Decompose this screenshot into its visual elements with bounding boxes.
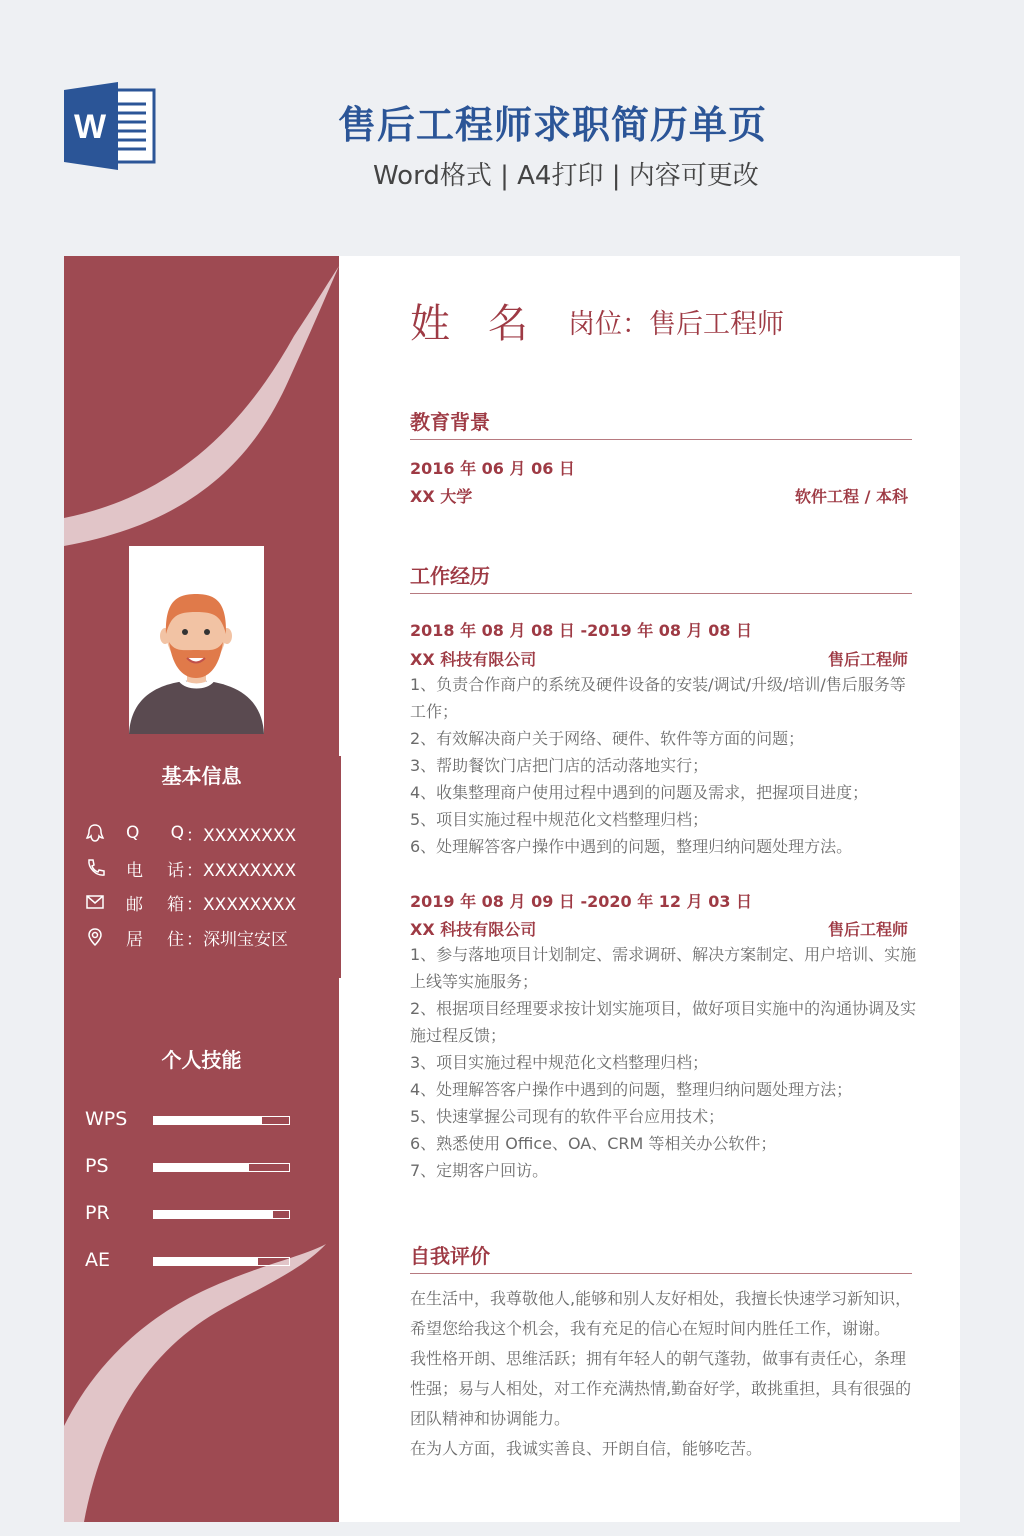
phone-icon [84,857,106,879]
info-label: Q Q [126,823,184,843]
edu-date: 2016 年 06 月 06 日 [410,459,575,478]
skill-bar [153,1210,290,1219]
info-location [84,925,288,949]
info-mail [84,890,296,914]
duty-item: 2、有效解决商户关于网络、硬件、软件等方面的问题； [410,729,805,748]
job-date: 2019 年 08 月 09 日 -2020 年 12 月 03 日 [410,892,753,911]
skill-name: PR [85,1202,110,1224]
info-value-phone: ：XXXXXXXX [186,860,297,881]
duty-item: 1、参与落地项目计划制定、需求调研、解决方案制定、用户培训、实施上线等实施服务； [410,945,917,991]
skill-wps [85,1108,335,1132]
skill-bar [153,1257,290,1266]
duty-item: 7、定期客户回访。 [410,1161,549,1180]
skill-name: AE [85,1249,111,1271]
skill-bar [153,1163,290,1172]
page-title: 售后工程师求职简历单页 [338,103,768,147]
job-company: XX 科技有限公司 [410,650,537,669]
job-role: 售后工程师 [827,920,908,939]
job-row [410,917,908,940]
edu-row [410,484,908,507]
job-duties [410,671,920,860]
duty-item: 6、熟悉使用 Office、OA、CRM 等相关办公软件； [410,1134,777,1153]
skill-bar-fill [154,1117,262,1124]
info-value-qq: ：XXXXXXXX [186,825,297,846]
edu-major: 软件工程 / 本科 [795,487,908,506]
skill-bar-fill [154,1164,249,1171]
info-value-mail: ：XXXXXXXX [186,894,297,915]
duty-item: 6、处理解答客户操作中遇到的问题，整理归纳问题处理方法。 [410,837,853,856]
eval-paragraph: 我性格开朗、思维活跃；拥有年轻人的朝气蓬勃，做事有责任心，条理性强；易与人相处，对工作充满热情,勤奋好学，敢挑重担，具有很强的团队精神和协调能力。 [410,1349,912,1428]
sidebar [64,256,339,1522]
basic-info-title: 基本信息 [161,764,242,788]
avatar-illustration [129,546,264,734]
svg-text:W: W [73,108,107,146]
info-phone [84,856,296,880]
eval-paragraph: 在生活中，我尊敬他人,能够和别人友好相处，我擅长快速学习新知识，希望您给我这个机会，我有充足的信心在短时间内胜任工作，谢谢。 [410,1289,912,1338]
skill-name: PS [85,1155,109,1177]
job-duties [410,941,920,1184]
info-label: 邮 箱 [126,894,184,915]
location-icon [84,926,106,948]
eval-paragraph: 在为人方面，我诚实善良、开朗自信，能够吃苦。 [410,1439,763,1458]
job-role: 售后工程师 [827,650,908,669]
skill-ps [85,1155,335,1179]
candidate-name: 姓名 [410,301,566,347]
qq-icon [84,822,106,844]
skill-name: WPS [85,1108,128,1130]
skill-bar-fill [154,1258,258,1265]
mail-icon [84,891,106,913]
skill-bar-fill [154,1211,273,1218]
skill-pr [85,1202,335,1226]
info-value-location: ：深圳宝安区 [186,929,288,950]
resume-page [64,256,960,1522]
header [0,0,1024,240]
edu-school: XX 大学 [410,487,473,506]
duty-item: 2、根据项目经理要求按计划实施项目，做好项目实施中的沟通协调及实施过程反馈； [410,999,917,1045]
duty-item: 5、项目实施过程中规范化文档整理归档； [410,810,709,829]
candidate-post: 岗位：售后工程师 [568,309,784,340]
job-row [410,647,908,670]
job-company: XX 科技有限公司 [410,920,537,939]
avatar [129,546,264,734]
self-evaluation-text [410,1284,920,1464]
skills-title: 个人技能 [161,1048,242,1072]
info-qq [84,821,296,845]
skill-ae [85,1249,335,1273]
section-education: 教育背景 [410,406,912,440]
section-self-evaluation: 自我评价 [410,1240,912,1274]
word-icon [64,80,156,172]
skill-bar [153,1116,290,1125]
duty-item: 4、收集整理商户使用过程中遇到的问题及需求，把握项目进度； [410,783,869,802]
duty-item: 1、负责合作商户的系统及硬件设备的安装/调试/升级/培训/售后服务等工作； [410,675,906,721]
duty-item: 3、帮助餐饮门店把门店的活动落地实行； [410,756,709,775]
section-work: 工作经历 [410,560,912,594]
job-date: 2018 年 08 月 08 日 -2019 年 08 月 08 日 [410,621,753,640]
page-subtitle: Word格式 | A4打印 | 内容可更改 [373,161,759,191]
duty-item: 3、项目实施过程中规范化文档整理归档； [410,1053,709,1072]
info-label: 电 话 [126,860,184,881]
main-content [410,256,960,1522]
duty-item: 4、处理解答客户操作中遇到的问题，整理归纳问题处理方法； [410,1080,853,1099]
duty-item: 5、快速掌握公司现有的软件平台应用技术； [410,1107,725,1126]
info-label: 居 住 [126,929,184,950]
sidebar-strip [339,756,341,978]
